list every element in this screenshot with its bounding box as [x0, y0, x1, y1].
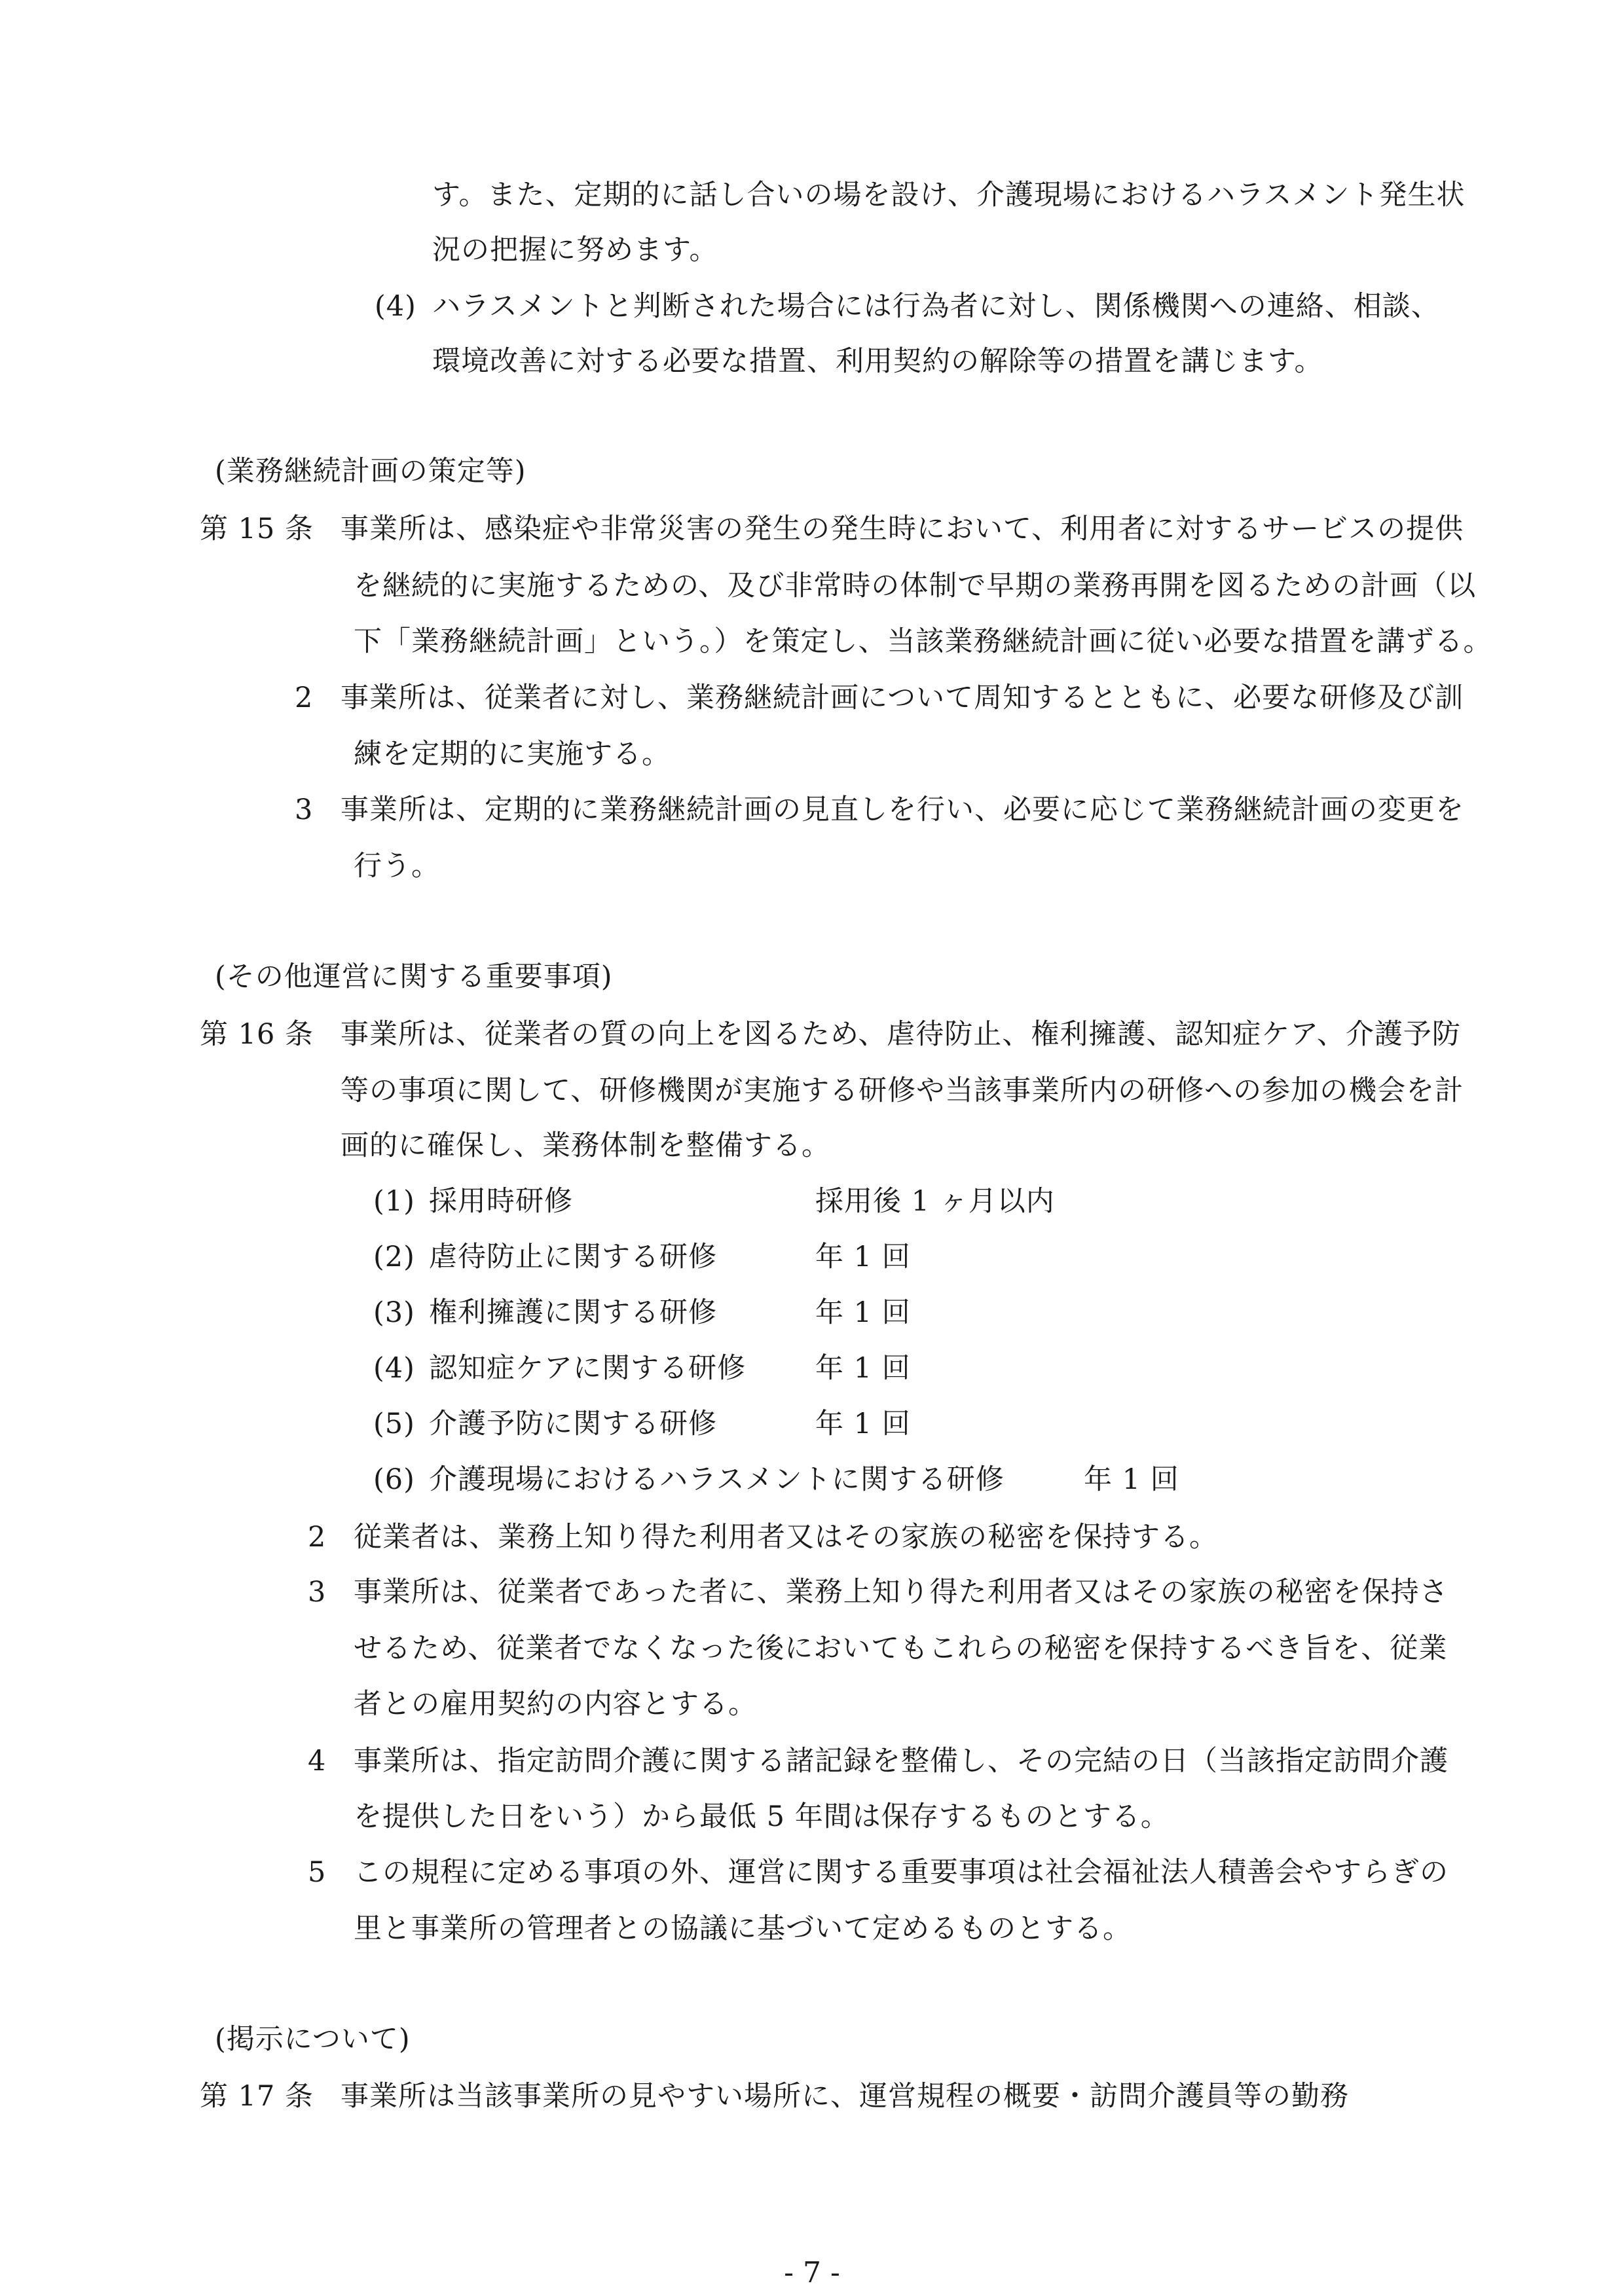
training-1-name: 採用時研修: [429, 1185, 573, 1218]
training-2-frequency: 年 1 回: [815, 1241, 911, 1273]
article-15-p3-number: 3: [295, 793, 314, 826]
article-15-p1-line-3: 下「業務継続計画」という。）を策定し、当該業務継続計画に従い必要な措置を講ずる。: [354, 625, 1492, 658]
training-4-name: 認知症ケアに関する研修: [429, 1352, 746, 1385]
article-15-p1-line-1: 事業所は、感染症や非常災害の発生の発生時において、利用者に対するサービスの提供: [341, 513, 1464, 545]
training-3-name: 権利擁護に関する研修: [429, 1296, 717, 1329]
article-16-p3-line-2: せるため、従業者でなくなった後においてもこれらの秘密を保持するべき旨を、従業: [354, 1632, 1448, 1665]
training-4-frequency: 年 1 回: [815, 1352, 911, 1385]
article-15-p2-line-2: 練を定期的に実施する。: [354, 738, 671, 771]
article-17-heading: (掲示について): [215, 2023, 411, 2056]
article-16-p4-number: 4: [308, 1745, 327, 1777]
article-16-p5-line-2: 里と事業所の管理者との協議に基づいて定めるものとする。: [354, 1912, 1132, 1945]
page-number: - 7 -: [784, 2256, 840, 2289]
training-2-name: 虐待防止に関する研修: [429, 1241, 717, 1273]
training-3-frequency: 年 1 回: [815, 1296, 911, 1329]
article-16-p5-number: 5: [308, 1856, 327, 1889]
article-15-heading: (業務継続計画の策定等): [215, 455, 526, 488]
article-16-p1-line-1: 事業所は、従業者の質の向上を図るため、虐待防止、権利擁護、認知症ケア、介護予防: [341, 1018, 1461, 1051]
training-4-number: (4): [373, 1352, 415, 1385]
training-2-number: (2): [373, 1241, 415, 1273]
article-15-p2-number: 2: [295, 682, 314, 714]
training-6-frequency: 年 1 回: [1084, 1463, 1179, 1496]
article-16-p4-line-2: を提供した日をいう）から最低 5 年間は保存するものとする。: [354, 1800, 1170, 1833]
article-15-p1-line-2: を継続的に実施するための、及び非常時の体制で早期の業務再開を図るための計画（以: [354, 570, 1477, 602]
training-5-number: (5): [373, 1408, 415, 1440]
article-16-p4-line-1: 事業所は、指定訪問介護に関する諸記録を整備し、その完結の日（当該指定訪問介護: [354, 1745, 1449, 1777]
article-16-p2-number: 2: [308, 1521, 327, 1554]
training-6-name: 介護現場におけるハラスメントに関する研修: [429, 1463, 1005, 1496]
article-15-p3-line-1: 事業所は、定期的に業務継続計画の見直しを行い、必要に応じて業務継続計画の変更を: [341, 793, 1464, 826]
training-6-number: (6): [373, 1463, 415, 1496]
article-15-label: 第 15 条: [200, 513, 314, 545]
article-15-p3-line-2: 行う。: [354, 850, 440, 883]
training-1-frequency: 採用後 1 ヶ月以内: [815, 1185, 1055, 1218]
training-1-number: (1): [373, 1185, 415, 1218]
intro-item4-number: (4): [375, 290, 416, 323]
training-5-name: 介護予防に関する研修: [429, 1408, 717, 1440]
article-17-label: 第 17 条: [200, 2080, 314, 2113]
intro-item4-line-1: ハラスメントと判断された場合には行為者に対し、関係機関への連絡、相談、: [432, 290, 1440, 323]
article-16-label: 第 16 条: [200, 1018, 314, 1051]
intro-line-1: す。また、定期的に話し合いの場を設け、介護現場におけるハラスメント発生状: [432, 179, 1466, 211]
article-16-p1-line-2: 等の事項に関して、研修機関が実施する研修や当該事業所内の研修への参加の機会を計: [341, 1074, 1464, 1107]
training-3-number: (3): [373, 1296, 415, 1329]
article-16-p5-line-1: この規程に定める事項の外、運営に関する重要事項は社会福祉法人積善会やすらぎの: [354, 1856, 1449, 1889]
article-16-p3-line-3: 者との雇用契約の内容とする。: [354, 1688, 757, 1721]
intro-line-2: 況の把握に努めます。: [432, 234, 718, 266]
article-17-p1-line-1: 事業所は当該事業所の見やすい場所に、運営規程の概要・訪問介護員等の勤務: [341, 2080, 1349, 2113]
article-16-heading: (その他運営に関する重要事項): [215, 960, 613, 993]
article-16-p3-number: 3: [308, 1576, 327, 1609]
article-16-p3-line-1: 事業所は、従業者であった者に、業務上知り得た利用者又はその家族の秘密を保持さ: [354, 1576, 1449, 1609]
article-16-p2-line-1: 従業者は、業務上知り得た利用者又はその家族の秘密を保持する。: [354, 1521, 1218, 1554]
article-15-p2-line-1: 事業所は、従業者に対し、業務継続計画について周知するとともに、必要な研修及び訓: [341, 682, 1464, 714]
training-5-frequency: 年 1 回: [815, 1408, 911, 1440]
article-16-p1-line-3: 画的に確保し、業務体制を整備する。: [341, 1129, 830, 1162]
intro-item4-line-2: 環境改善に対する必要な措置、利用契約の解除等の措置を講じます。: [432, 345, 1323, 378]
